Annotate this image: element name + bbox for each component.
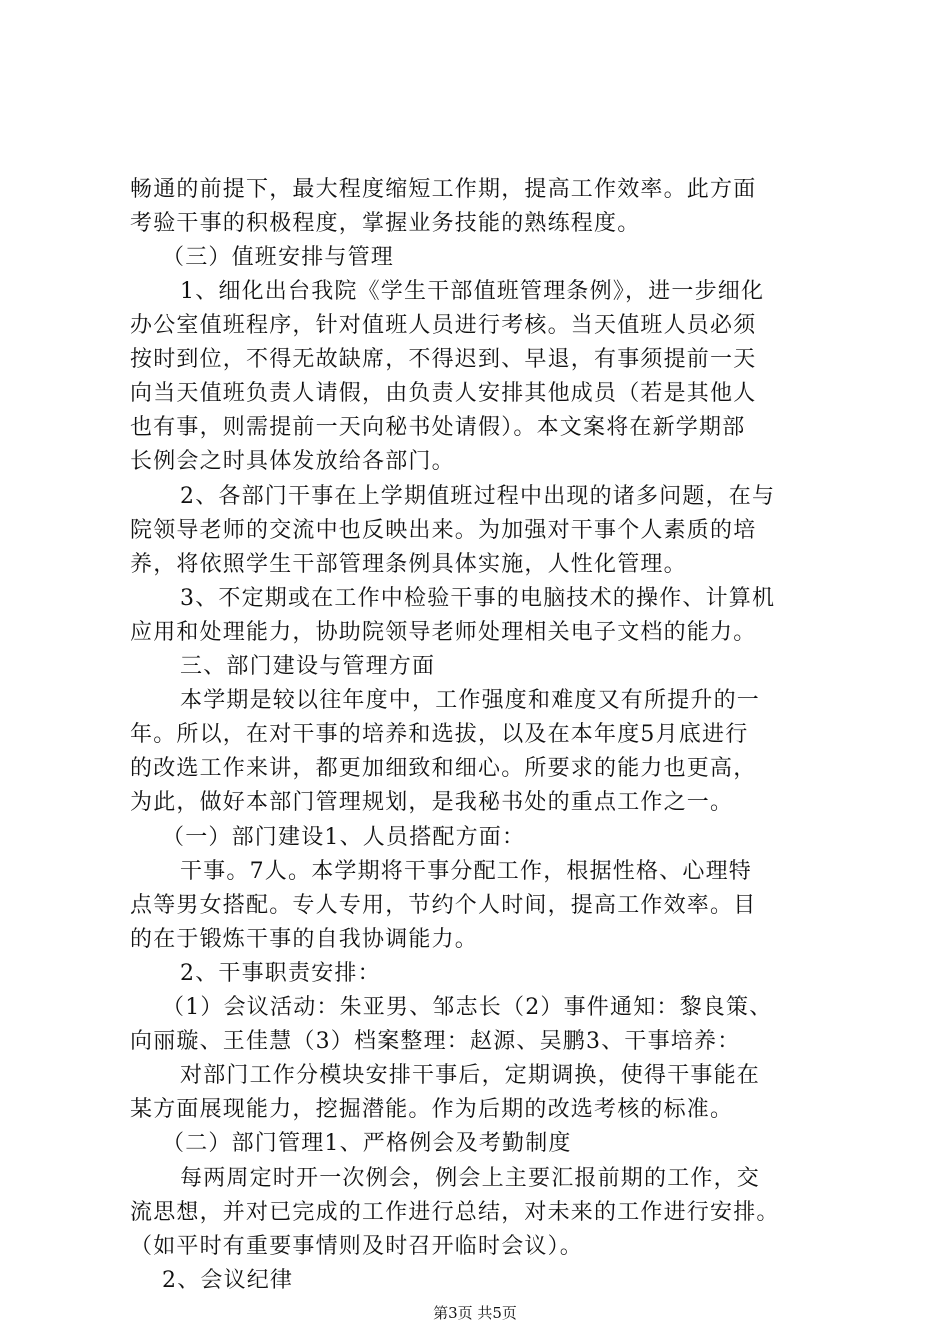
text-line: 长例会之时具体发放给各部门。 <box>130 449 455 474</box>
section-heading: （三）值班安排与管理 <box>162 245 395 270</box>
text-line: 流思想，并对已完成的工作进行总结，对未来的工作进行安排。 <box>130 1200 780 1225</box>
section-heading: 三、部门建设与管理方面 <box>180 654 436 679</box>
text-line: 养，将依照学生干部管理条例具体实施，人性化管理。 <box>130 552 687 577</box>
text-line: 3、不定期或在工作中检验干事的电脑技术的操作、计算机 <box>180 586 776 611</box>
text-line: 1、细化出台我院《学生干部值班管理条例》，进一步细化 <box>180 279 765 304</box>
text-line: 的在于锻炼干事的自我协调能力。 <box>130 927 479 952</box>
text-line: 向丽璇、王佳慧（3）档案整理：赵源、吴鹏3、干事培养： <box>130 1029 741 1054</box>
section-heading: （一）部门建设1、人员搭配方面： <box>162 825 526 850</box>
text-line: 应用和处理能力，协助院领导老师处理相关电子文档的能力。 <box>130 620 757 645</box>
text-line: 每两周定时开一次例会，例会上主要汇报前期的工作，交 <box>180 1166 761 1191</box>
text-line: 点等男女搭配。专人专用，节约个人时间，提高工作效率。目 <box>130 893 757 918</box>
text-line: （1）会议活动：朱亚男、邹志长（2）事件通知：黎良策、 <box>162 995 773 1020</box>
text-line: 院领导老师的交流中也反映出来。为加强对干事个人素质的培 <box>130 518 757 543</box>
text-line: 某方面展现能力，挖掘潜能。作为后期的改选考核的标准。 <box>130 1097 734 1122</box>
text-line: 的改选工作来讲，都更加细致和细心。所要求的能力也更高， <box>130 756 757 781</box>
page-number-footer: 第3页 共5页 <box>433 1304 517 1322</box>
text-line: 干事。7人。本学期将干事分配工作，根据性格、心理特 <box>180 859 752 884</box>
text-line: 2、各部门干事在上学期值班过程中出现的诸多问题，在与 <box>180 484 776 509</box>
text-line: 考验干事的积极程度，掌握业务技能的熟练程度。 <box>130 211 641 236</box>
text-line: 办公室值班程序，针对值班人员进行考核。当天值班人员必须 <box>130 313 757 338</box>
text-line: 年。所以，在对干事的培养和选拔，以及在本年度5月底进行 <box>130 722 749 747</box>
text-line: 为此，做好本部门管理规划，是我秘书处的重点工作之一。 <box>130 790 734 815</box>
text-line: 向当天值班负责人请假，由负责人安排其他成员（若是其他人 <box>130 381 757 406</box>
text-line: 按时到位，不得无故缺席，不得迟到、早退，有事须提前一天 <box>130 347 757 372</box>
text-line: 2、会议纪律 <box>162 1268 294 1293</box>
text-line: 畅通的前提下，最大程度缩短工作期，提高工作效率。此方面 <box>130 177 757 202</box>
text-line: 本学期是较以往年度中，工作强度和难度又有所提升的一 <box>180 688 761 713</box>
text-line: （如平时有重要事情则及时召开临时会议）。 <box>130 1234 584 1259</box>
text-line: 2、干事职责安排： <box>180 961 381 986</box>
text-line: 也有事，则需提前一天向秘书处请假）。本文案将在新学期部 <box>130 415 746 440</box>
text-line: 对部门工作分模块安排干事后，定期调换，使得干事能在 <box>180 1063 761 1088</box>
section-heading: （二）部门管理1、严格例会及考勤制度 <box>162 1131 572 1156</box>
